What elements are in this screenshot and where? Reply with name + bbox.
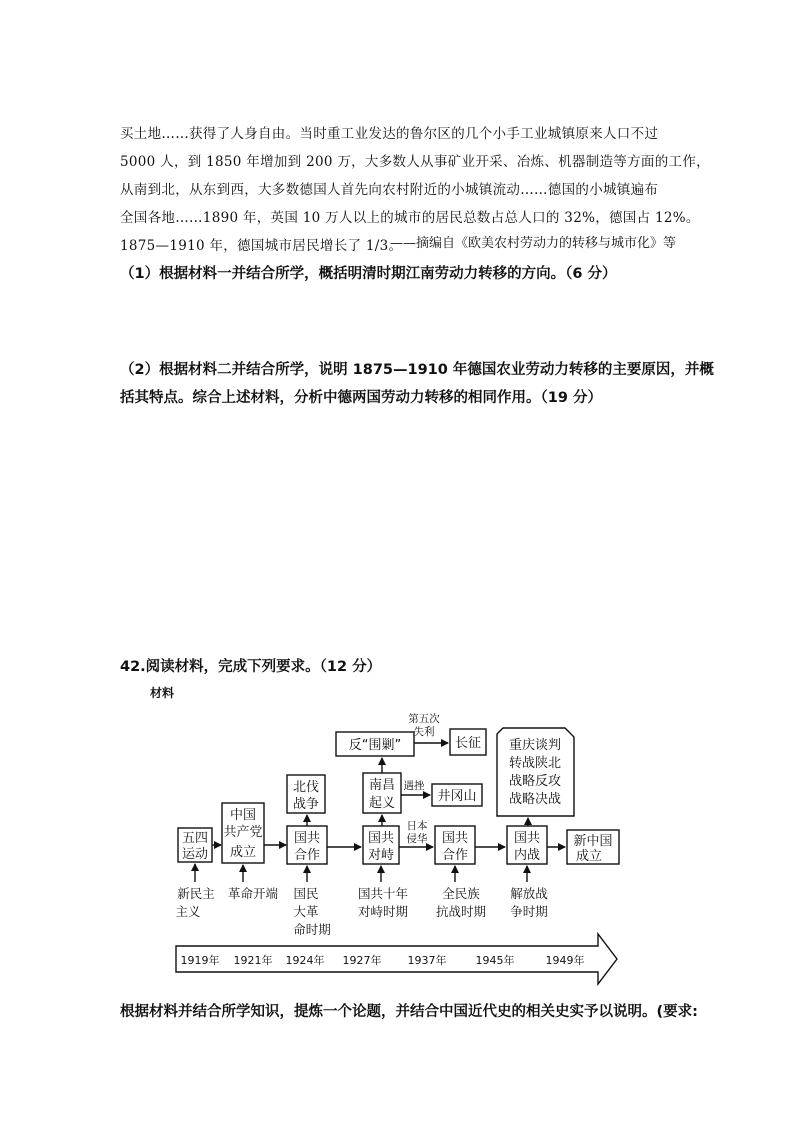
shinian-1: 国共十年 xyxy=(357,886,409,901)
svg-text:国民 xyxy=(293,886,318,901)
svg-text:第五次 xyxy=(408,712,440,725)
gc2-l2: 合作 xyxy=(441,848,469,863)
material-line-5: 1875—1910 年，德国城市居民增长了 1/3。 xyxy=(120,238,403,254)
cq-l2: 转战陕北 xyxy=(508,756,562,771)
svg-text:1949年 xyxy=(546,953,585,967)
shinian-2: 对峙时期 xyxy=(357,904,409,919)
jinggang: 井冈山 xyxy=(437,789,477,804)
question-2-line-1: （2）根据材料二并结合所学，说明 1875—1910 年德国农业劳动力转移的主要原因，并概 xyxy=(120,362,714,378)
jiefang-2: 争时期 xyxy=(510,904,548,919)
year-1927: 1927年 xyxy=(342,954,382,967)
material-source: ——摘编自《欧美农村劳动力的转移与城市化》等 xyxy=(389,236,676,251)
kangzhan-1: 全民族 xyxy=(442,886,480,901)
neizhan-l2: 内战 xyxy=(513,848,541,863)
svg-text:五四 xyxy=(182,831,208,846)
svg-text:对峙时期 xyxy=(358,904,409,919)
wusi-l2: 运动 xyxy=(181,847,209,862)
beifa-l1: 北伐 xyxy=(292,780,320,795)
svg-text:1937年 xyxy=(408,953,447,967)
cpc-l3: 成立 xyxy=(229,845,257,860)
svg-text:日本 xyxy=(407,819,428,832)
svg-text:战略决战 xyxy=(509,791,561,807)
duizhi-l2: 对峙 xyxy=(367,848,395,863)
question-2-line-2: 括其特点。综合上述材料，分析中德两国劳动力转移的相同作用。（19 分） xyxy=(120,390,602,406)
svg-text:解放战 xyxy=(510,886,548,901)
cq-l4: 战略决战 xyxy=(508,792,562,807)
svg-text:内战 xyxy=(514,847,540,863)
year-1919: 1919年 xyxy=(180,954,220,967)
guomin-2: 大革 xyxy=(293,904,319,919)
gc2-l1: 国共 xyxy=(441,831,469,846)
svg-text:全民族 xyxy=(442,886,480,901)
question-1: （1）根据材料一并结合所学，概括明清时期江南劳动力转移的方向。（6 分） xyxy=(120,266,617,282)
svg-text:重庆谈判 xyxy=(509,737,561,753)
gc1-l1: 国共 xyxy=(293,831,321,846)
material-label: 材料 xyxy=(150,686,175,700)
svg-text:1927年 xyxy=(343,953,382,967)
svg-text:国共 xyxy=(368,830,394,846)
guomin-1: 国民 xyxy=(293,886,319,901)
year-1924: 1924年 xyxy=(285,954,325,967)
svg-text:南昌 xyxy=(369,777,395,793)
svg-text:失利 xyxy=(414,725,435,738)
svg-text:起义 xyxy=(369,795,395,811)
geming: 革命开端 xyxy=(227,886,279,901)
xinminzhu-1: 新民主 xyxy=(177,886,215,901)
kangzhan-2: 抗战时期 xyxy=(435,904,487,919)
svg-text:长征 xyxy=(455,736,481,751)
year-1921: 1921年 xyxy=(233,954,273,967)
svg-text:成立 xyxy=(576,848,602,864)
svg-text:国共 xyxy=(294,830,320,846)
svg-text:国共 xyxy=(514,830,540,846)
svg-text:井冈山 xyxy=(437,788,476,804)
svg-text:1924年 xyxy=(286,953,325,967)
jiefang-1: 解放战 xyxy=(510,886,548,901)
svg-text:运动 xyxy=(182,846,208,862)
svg-text:命时期 xyxy=(293,922,331,937)
svg-text:革命开端 xyxy=(228,886,279,901)
cq-l1: 重庆谈判 xyxy=(508,738,562,753)
cq-l3: 战略反攻 xyxy=(508,774,562,789)
svg-text:反“围剿” xyxy=(349,737,401,753)
gc1-l2: 合作 xyxy=(293,848,321,863)
svg-text:主义 xyxy=(175,904,201,919)
duizhi-l1: 国共 xyxy=(367,831,395,846)
material-line-1: 买土地……获得了人身自由。当时重工业发达的鲁尔区的几个小手工业城镇原来人口不过 xyxy=(120,126,659,142)
cpc-l1: 中国 xyxy=(229,808,257,823)
svg-text:转战陕北 xyxy=(509,755,561,771)
svg-text:北伐 xyxy=(293,779,319,795)
svg-text:国共 xyxy=(442,830,468,846)
year-1937: 1937年 xyxy=(407,954,447,967)
changzheng: 长征 xyxy=(454,736,482,751)
year-1945: 1945年 xyxy=(475,954,515,967)
label-riben-1: 日本 xyxy=(406,820,428,832)
svg-text:1921年 xyxy=(234,953,273,967)
svg-text:1919年 xyxy=(181,953,220,967)
year-1949: 1949年 xyxy=(545,954,585,967)
xzg-l1: 新中国 xyxy=(573,834,613,849)
label-cuozhe: 遇挫 xyxy=(403,780,425,792)
svg-text:侵华 xyxy=(407,832,428,845)
svg-text:抗战时期 xyxy=(436,904,487,919)
svg-text:合作 xyxy=(442,848,468,863)
svg-text:大革 xyxy=(293,904,319,919)
nanchang-l1: 南昌 xyxy=(368,778,396,793)
material-line-4: 全国各地……1890 年，英国 10 万人以上的城市的居民总数占总人口的 32%，德国占 12%。 xyxy=(120,210,700,226)
svg-text:战争 xyxy=(293,796,319,812)
label-diwuci-2: 失利 xyxy=(413,726,435,738)
svg-text:共产党 xyxy=(223,824,262,840)
svg-text:争时期 xyxy=(510,904,548,919)
nanchang-l2: 起义 xyxy=(368,796,396,811)
bottom-question: 根据材料并结合所学知识，提炼一个论题，并结合中国近代史的相关史实予以说明。(要求: xyxy=(120,1004,698,1020)
label-riben-2: 侵华 xyxy=(406,833,428,845)
svg-text:1945年 xyxy=(476,953,515,967)
wusi-l1: 五四 xyxy=(181,831,209,846)
svg-text:国共十年 xyxy=(358,886,408,901)
svg-text:对峙 xyxy=(368,847,394,863)
svg-text:成立 xyxy=(230,844,256,860)
svg-text:战略反攻 xyxy=(509,773,561,789)
svg-text:遇挫 xyxy=(404,779,425,792)
label-diwuci-1: 第五次 xyxy=(408,713,440,725)
svg-text:新民主 xyxy=(177,886,215,901)
material-line-3: 从南到北，从东到西，大多数德国人首先向农村附近的小城镇流动……德国的小城镇遍布 xyxy=(120,182,659,198)
svg-text:新中国 xyxy=(573,833,612,849)
guomin-3: 命时期 xyxy=(293,922,331,937)
material-line-2: 5000 人，到 1850 年增加到 200 万，大多数人从事矿业开采、冶炼、机器制造等方面的工作， xyxy=(120,154,710,170)
svg-text:中国 xyxy=(230,807,256,823)
beifa-l2: 战争 xyxy=(292,797,320,812)
question-42: 42.阅读材料，完成下列要求。（12 分） xyxy=(120,659,382,675)
xinminzhu-2: 主义 xyxy=(175,904,201,919)
cpc-l2: 共产党 xyxy=(223,825,263,840)
weijiao: 反“围剿” xyxy=(348,738,402,753)
neizhan-l1: 国共 xyxy=(513,831,541,846)
xzg-l2: 成立 xyxy=(575,849,603,864)
svg-text:合作 xyxy=(294,848,320,863)
